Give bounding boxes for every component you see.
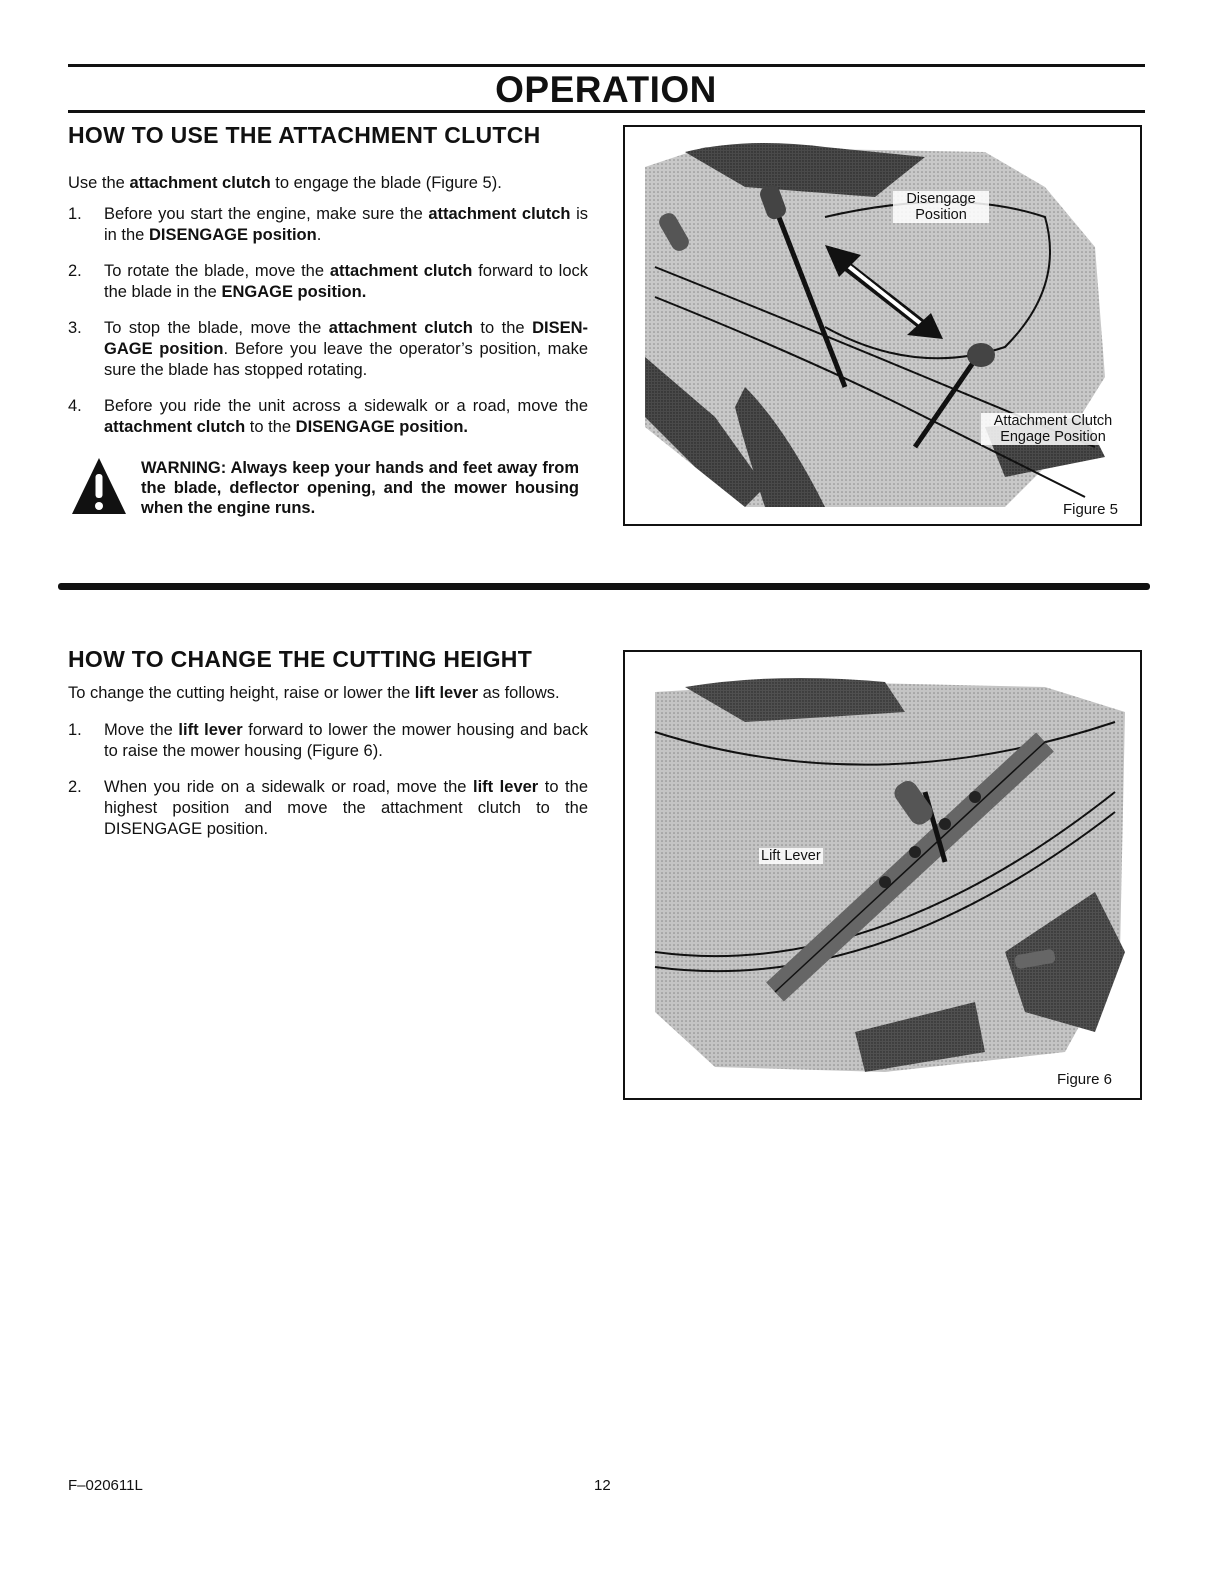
attachment-clutch-illustration — [625, 127, 1140, 524]
footer-code: F–020611L — [68, 1477, 143, 1494]
warning-triangle-icon — [70, 456, 128, 516]
warning-text: WARNING: Always keep your hands and feet away from the blade, deflector opening, and the mower housing when the engine runs. — [141, 459, 579, 517]
section1-steps — [68, 204, 588, 453]
figure5-label-engage: Attachment Clutch Engage Position — [981, 413, 1125, 445]
section1-intro: Use the attachment clutch to engage the blade (Figure 5). — [68, 174, 502, 192]
list-item: 2. When you ride on a sidewalk or road, move the lift lever to the highest position and move the attachment clutch to the DISENGAGE position. — [68, 778, 588, 838]
section-heading-attachment-clutch: HOW TO USE THE ATTACHMENT CLUTCH — [68, 122, 541, 148]
page-title: OPERATION — [495, 69, 717, 110]
lift-lever-illustration — [625, 652, 1140, 1098]
figure6-caption: Figure 6 — [1056, 1071, 1112, 1088]
figure6-label-lift-lever: Lift Lever — [761, 848, 821, 864]
title-rule — [68, 110, 1145, 113]
list-item: 3. To stop the blade, move the attachment clutch to the DISEN-GAGE position. Before you leave the operator’s position, make sure the blade has stopped rotating. — [68, 319, 588, 379]
section-heading-cutting-height: HOW TO CHANGE THE CUTTING HEIGHT — [68, 646, 533, 672]
top-rule — [68, 64, 1145, 67]
page-number: 12 — [594, 1477, 611, 1494]
list-item: 1. Before you start the engine, make sure the attachment clutch is in the DISENGAGE position. — [68, 205, 589, 244]
section2-steps — [68, 720, 588, 855]
section2-intro: To change the cutting height, raise or lower the lift lever as follows. — [68, 684, 560, 702]
figure-6 — [623, 650, 1142, 1100]
section-divider — [58, 583, 1150, 590]
figure5-caption: Figure 5 — [1062, 501, 1118, 518]
list-item: 1. Move the lift lever forward to lower the mower housing and back to raise the mower housing (Figure 6). — [68, 721, 588, 760]
figure5-label-disengage: Disengage Position — [893, 191, 989, 223]
figure-5 — [623, 125, 1142, 526]
list-item: 4. Before you ride the unit across a sidewalk or a road, move the attachment clutch to the DISENGAGE position. — [68, 397, 588, 436]
list-item: 2. To rotate the blade, move the attachment clutch forward to lock the blade in the ENGAGE position. — [68, 262, 589, 301]
